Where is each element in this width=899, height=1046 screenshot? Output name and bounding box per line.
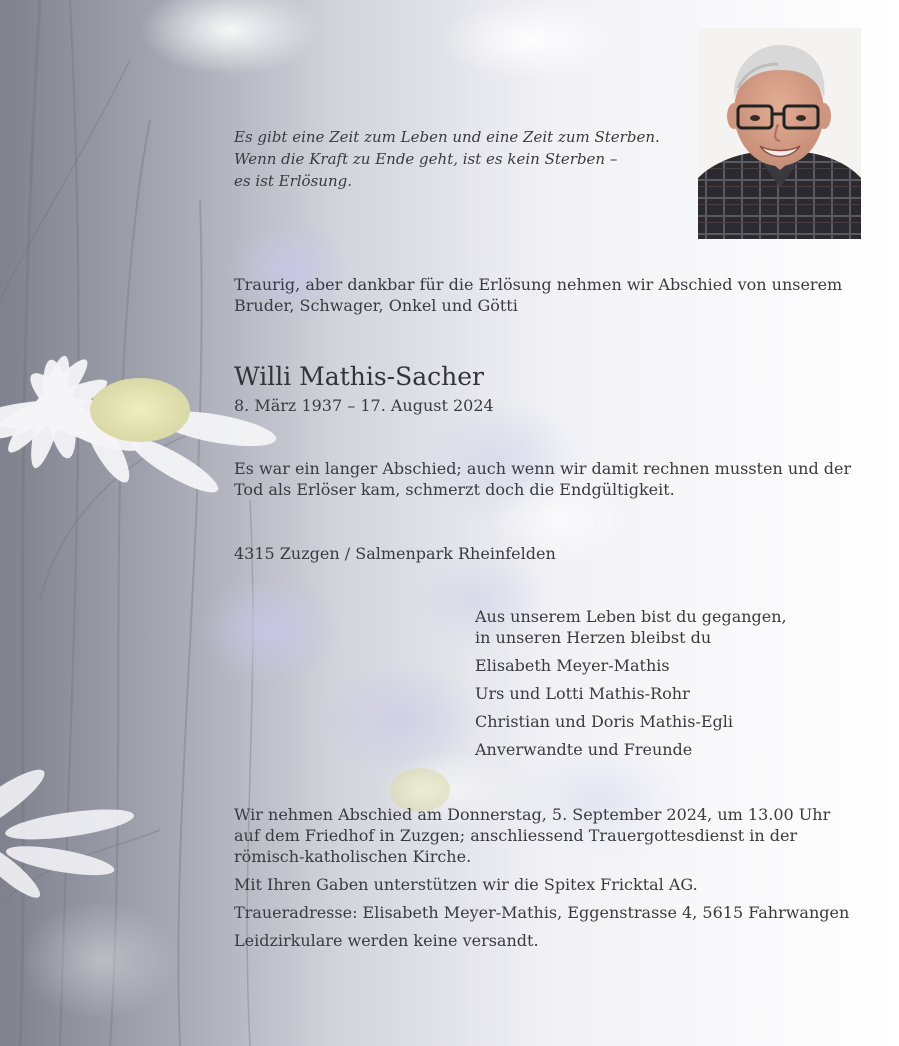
mourners-list [475,655,875,760]
verse: Aus unserem Leben bist du gegangen, in unseren Herzen bleibst du [475,607,787,647]
mourner-name: Christian und Doris Mathis-Egli [475,712,734,731]
intro-text: Traurig, aber dankbar für die Erlösung nehmen wir Abschied von unserem Bruder, Schwager, Onkel und Götti [234,275,843,315]
ceremony-text: Wir nehmen Abschied am Donnerstag, 5. September 2024, um 13.00 Uhr auf dem Friedhof in Zuzgen; anschliessend Trauergottesdienst in der römisch-katholischen Kirche. [234,805,831,866]
farewell-text: Es war ein langer Abschied; auch wenn wir damit rechnen mussten und der Tod als Erlöser kam, schmerzt doch die Endgültigkeit. [234,459,852,499]
donations-text: Mit Ihren Gaben unterstützen wir die Spitex Fricktal AG. [234,875,698,894]
mourner-name: Urs und Lotti Mathis-Rohr [475,684,690,703]
ceremony-info [234,804,874,958]
quote: Es gibt eine Zeit zum Leben und eine Zeit zum Sterben. Wenn die Kraft zu Ende geht, ist es kein Sterben – es ist Erlösung. [234,128,660,190]
deceased-name: Willi Mathis-Sacher [234,362,484,391]
place-text: 4315 Zuzgen / Salmenpark Rheinfelden [234,544,556,563]
mourner-name: Elisabeth Meyer-Mathis [475,656,670,675]
mourner-name: Anverwandte und Freunde [475,740,693,759]
circulars-text: Leidzirkulare werden keine versandt. [234,931,539,950]
life-dates: 8. März 1937 – 17. August 2024 [234,396,494,415]
address-text: Traueradresse: Elisabeth Meyer-Mathis, Eggenstrasse 4, 5615 Fahrwangen [234,903,850,922]
mourners-block [475,606,875,760]
portrait-photo [698,28,861,239]
